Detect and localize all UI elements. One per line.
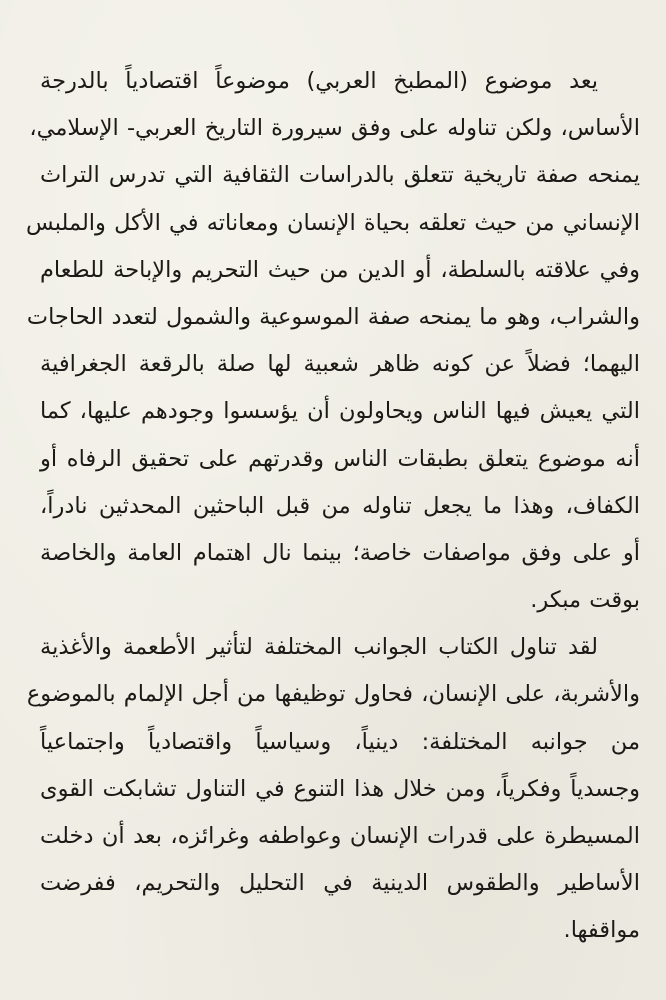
text-line: الكفاف، وهذا ما يجعل تناوله من قبل الباحثين المحدثين نادراً،: [40, 492, 640, 519]
text-line: أنه موضوع يتعلق بطبقات الناس وقدرتهم على تحقيق الرفاه أو: [40, 445, 640, 472]
text-line: بوقت مبكر.: [530, 587, 640, 614]
text-line: لقد تناول الكتاب الجوانب المختلفة لتأثير الأطعمة والأغذية: [40, 634, 598, 661]
text-line: الأساس، ولكن تناوله على وفق سيرورة التاريخ العربي- الإسلامي،: [29, 115, 640, 142]
text-line: أو على وفق مواصفات خاصة؛ بينما نال اهتمام العامة والخاصة: [40, 539, 640, 566]
text-line: والأشربة، على الإنسان، فحاول توظيفها من أجل الإلمام بالموضوع: [26, 681, 640, 708]
text-line: المسيطرة على قدرات الإنسان وعواطفه وغرائزه، بعد أن دخلت: [40, 823, 640, 849]
text-line: يمنحه صفة تاريخية تتعلق بالدراسات الثقافية التي تدرس التراث: [40, 162, 640, 189]
paragraph-2: [26, 624, 640, 954]
text-line: الإنساني من حيث تعلقه بحياة الإنسان ومعاناته في الأكل والملبس: [26, 209, 640, 236]
text-line: يعد موضوع (المطبخ العربي) موضوعاً اقتصادياً بالدرجة: [40, 68, 598, 94]
text-line: من جوانبه المختلفة: دينياً، وسياسياً واقتصادياً واجتماعياً: [40, 728, 640, 755]
text-line: وفي علاقته بالسلطة، أو الدين من حيث التحريم والإباحة للطعام: [40, 256, 640, 283]
text-line: التي يعيش فيها الناس ويحاولون أن يؤسسوا وجودهم عليها، كما: [40, 398, 640, 425]
text-line: مواقفها.: [563, 917, 640, 944]
text-line: وجسدياً وفكرياً، ومن خلال هذا التنوع في التناول تشابكت القوى: [40, 775, 640, 802]
text-line: والشراب، وهو ما يمنحه صفة الموسوعية والشمول لتعدد الحاجات: [26, 303, 640, 330]
paragraph-1: [26, 58, 640, 624]
text-line: الأساطير والطقوس الدينية في التحليل والتحريم، ففرضت: [40, 870, 640, 897]
text-line: اليهما؛ فضلاً عن كونه ظاهر شعبية لها صلة بالرقعة الجغرافية: [40, 351, 640, 378]
